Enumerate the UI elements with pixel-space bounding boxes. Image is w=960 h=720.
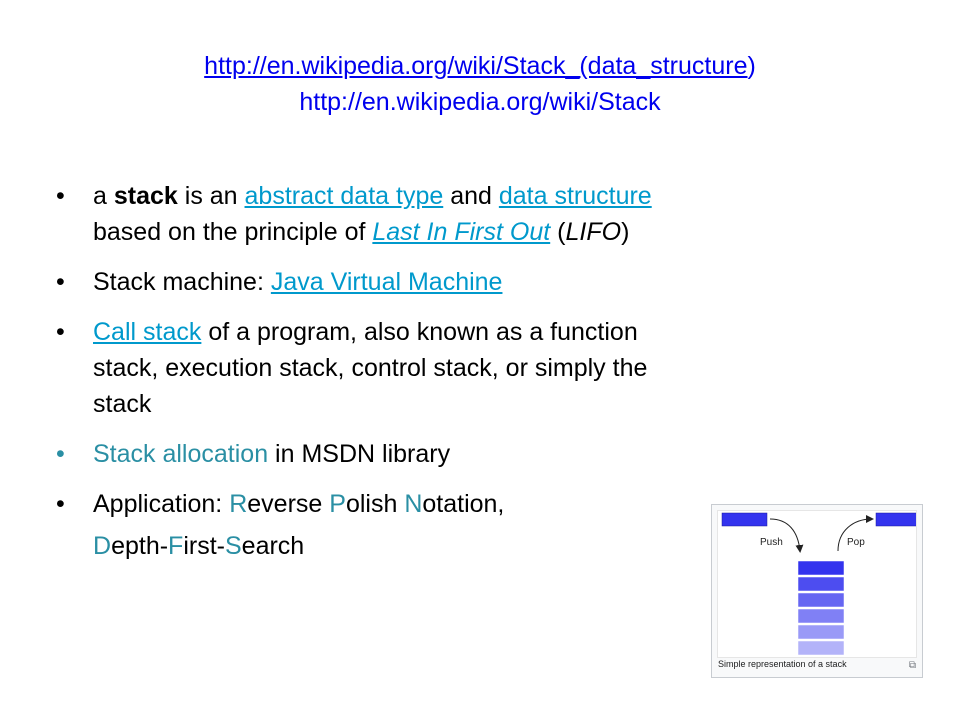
text-run: ) — [621, 218, 630, 246]
title-line1 — [60, 48, 900, 84]
text-run-accent: D — [93, 532, 112, 560]
bullet-glyph: • — [56, 268, 65, 296]
title-link-suffix: ) — [747, 52, 756, 80]
pop-label: Pop — [847, 537, 865, 548]
text-run-accent: S — [224, 532, 242, 560]
stack-block — [798, 609, 844, 623]
list-item — [56, 264, 696, 300]
text-run: Application: — [93, 490, 230, 518]
text-run: a — [93, 182, 114, 210]
link-call-stack[interactable]: Call stack — [93, 318, 202, 346]
text-run: epth- — [111, 532, 169, 560]
text-run: otation, — [422, 490, 505, 518]
text-run: based on the principle of — [93, 218, 373, 246]
text-run: in MSDN library — [268, 440, 451, 468]
text-run: olish — [345, 490, 405, 518]
link-stack-allocation[interactable]: Stack allocation — [93, 440, 269, 468]
push-label: Push — [760, 537, 783, 548]
bullet-glyph: • — [56, 490, 65, 518]
text-run: irst- — [183, 532, 225, 560]
text-run: earch — [241, 532, 305, 560]
page-title — [60, 48, 900, 120]
link-abstract-data-type[interactable]: abstract data type — [244, 182, 444, 210]
list-item — [56, 436, 696, 472]
bullet-glyph: • — [56, 318, 65, 346]
text-run: is an — [177, 182, 245, 210]
text-run-bold: stack — [113, 182, 178, 210]
popped-item-block — [876, 513, 916, 526]
text-run: and — [443, 182, 499, 210]
bullet-list — [56, 178, 696, 578]
text-run-accent: N — [404, 490, 423, 518]
list-item — [56, 178, 696, 250]
stack-block — [798, 577, 844, 591]
list-item — [56, 486, 696, 522]
pushed-item-block — [722, 513, 767, 526]
bullet-glyph: • — [56, 440, 65, 468]
text-run-accent: P — [329, 490, 346, 518]
title-line2: http://en.wikipedia.org/wiki/Stack — [299, 88, 661, 116]
stack-diagram — [717, 510, 917, 658]
text-run-italic: LIFO — [565, 218, 622, 246]
stack-block — [798, 593, 844, 607]
link-lifo[interactable]: Last In First Out — [372, 218, 551, 246]
link-data-structure[interactable]: data structure — [498, 182, 652, 210]
stack-figure[interactable] — [711, 504, 923, 678]
link-java-virtual-machine[interactable]: Java Virtual Machine — [270, 268, 503, 296]
stack-diagram-svg — [718, 511, 916, 657]
enlarge-icon[interactable]: ⧉ — [908, 660, 916, 671]
stack-block — [798, 625, 844, 639]
text-run-accent: F — [168, 532, 184, 560]
bullet-glyph: • — [56, 182, 65, 210]
text-run: Stack machine: — [93, 268, 271, 296]
list-item-continuation — [56, 528, 696, 564]
text-run: of a program, also known as a function stack, execution stack, control stack, or simply the stack — [93, 318, 648, 418]
text-run: everse — [247, 490, 330, 518]
text-run-accent: R — [229, 490, 248, 518]
stack-caption: Simple representation of a stack — [718, 659, 847, 669]
stack-blocks — [798, 561, 844, 657]
list-item — [56, 314, 696, 422]
text-run: ( — [550, 218, 566, 246]
stack-block — [798, 641, 844, 655]
stack-block — [798, 561, 844, 575]
title-link-stack-data-structure[interactable]: http://en.wikipedia.org/wiki/Stack_(data_structure — [204, 52, 748, 80]
